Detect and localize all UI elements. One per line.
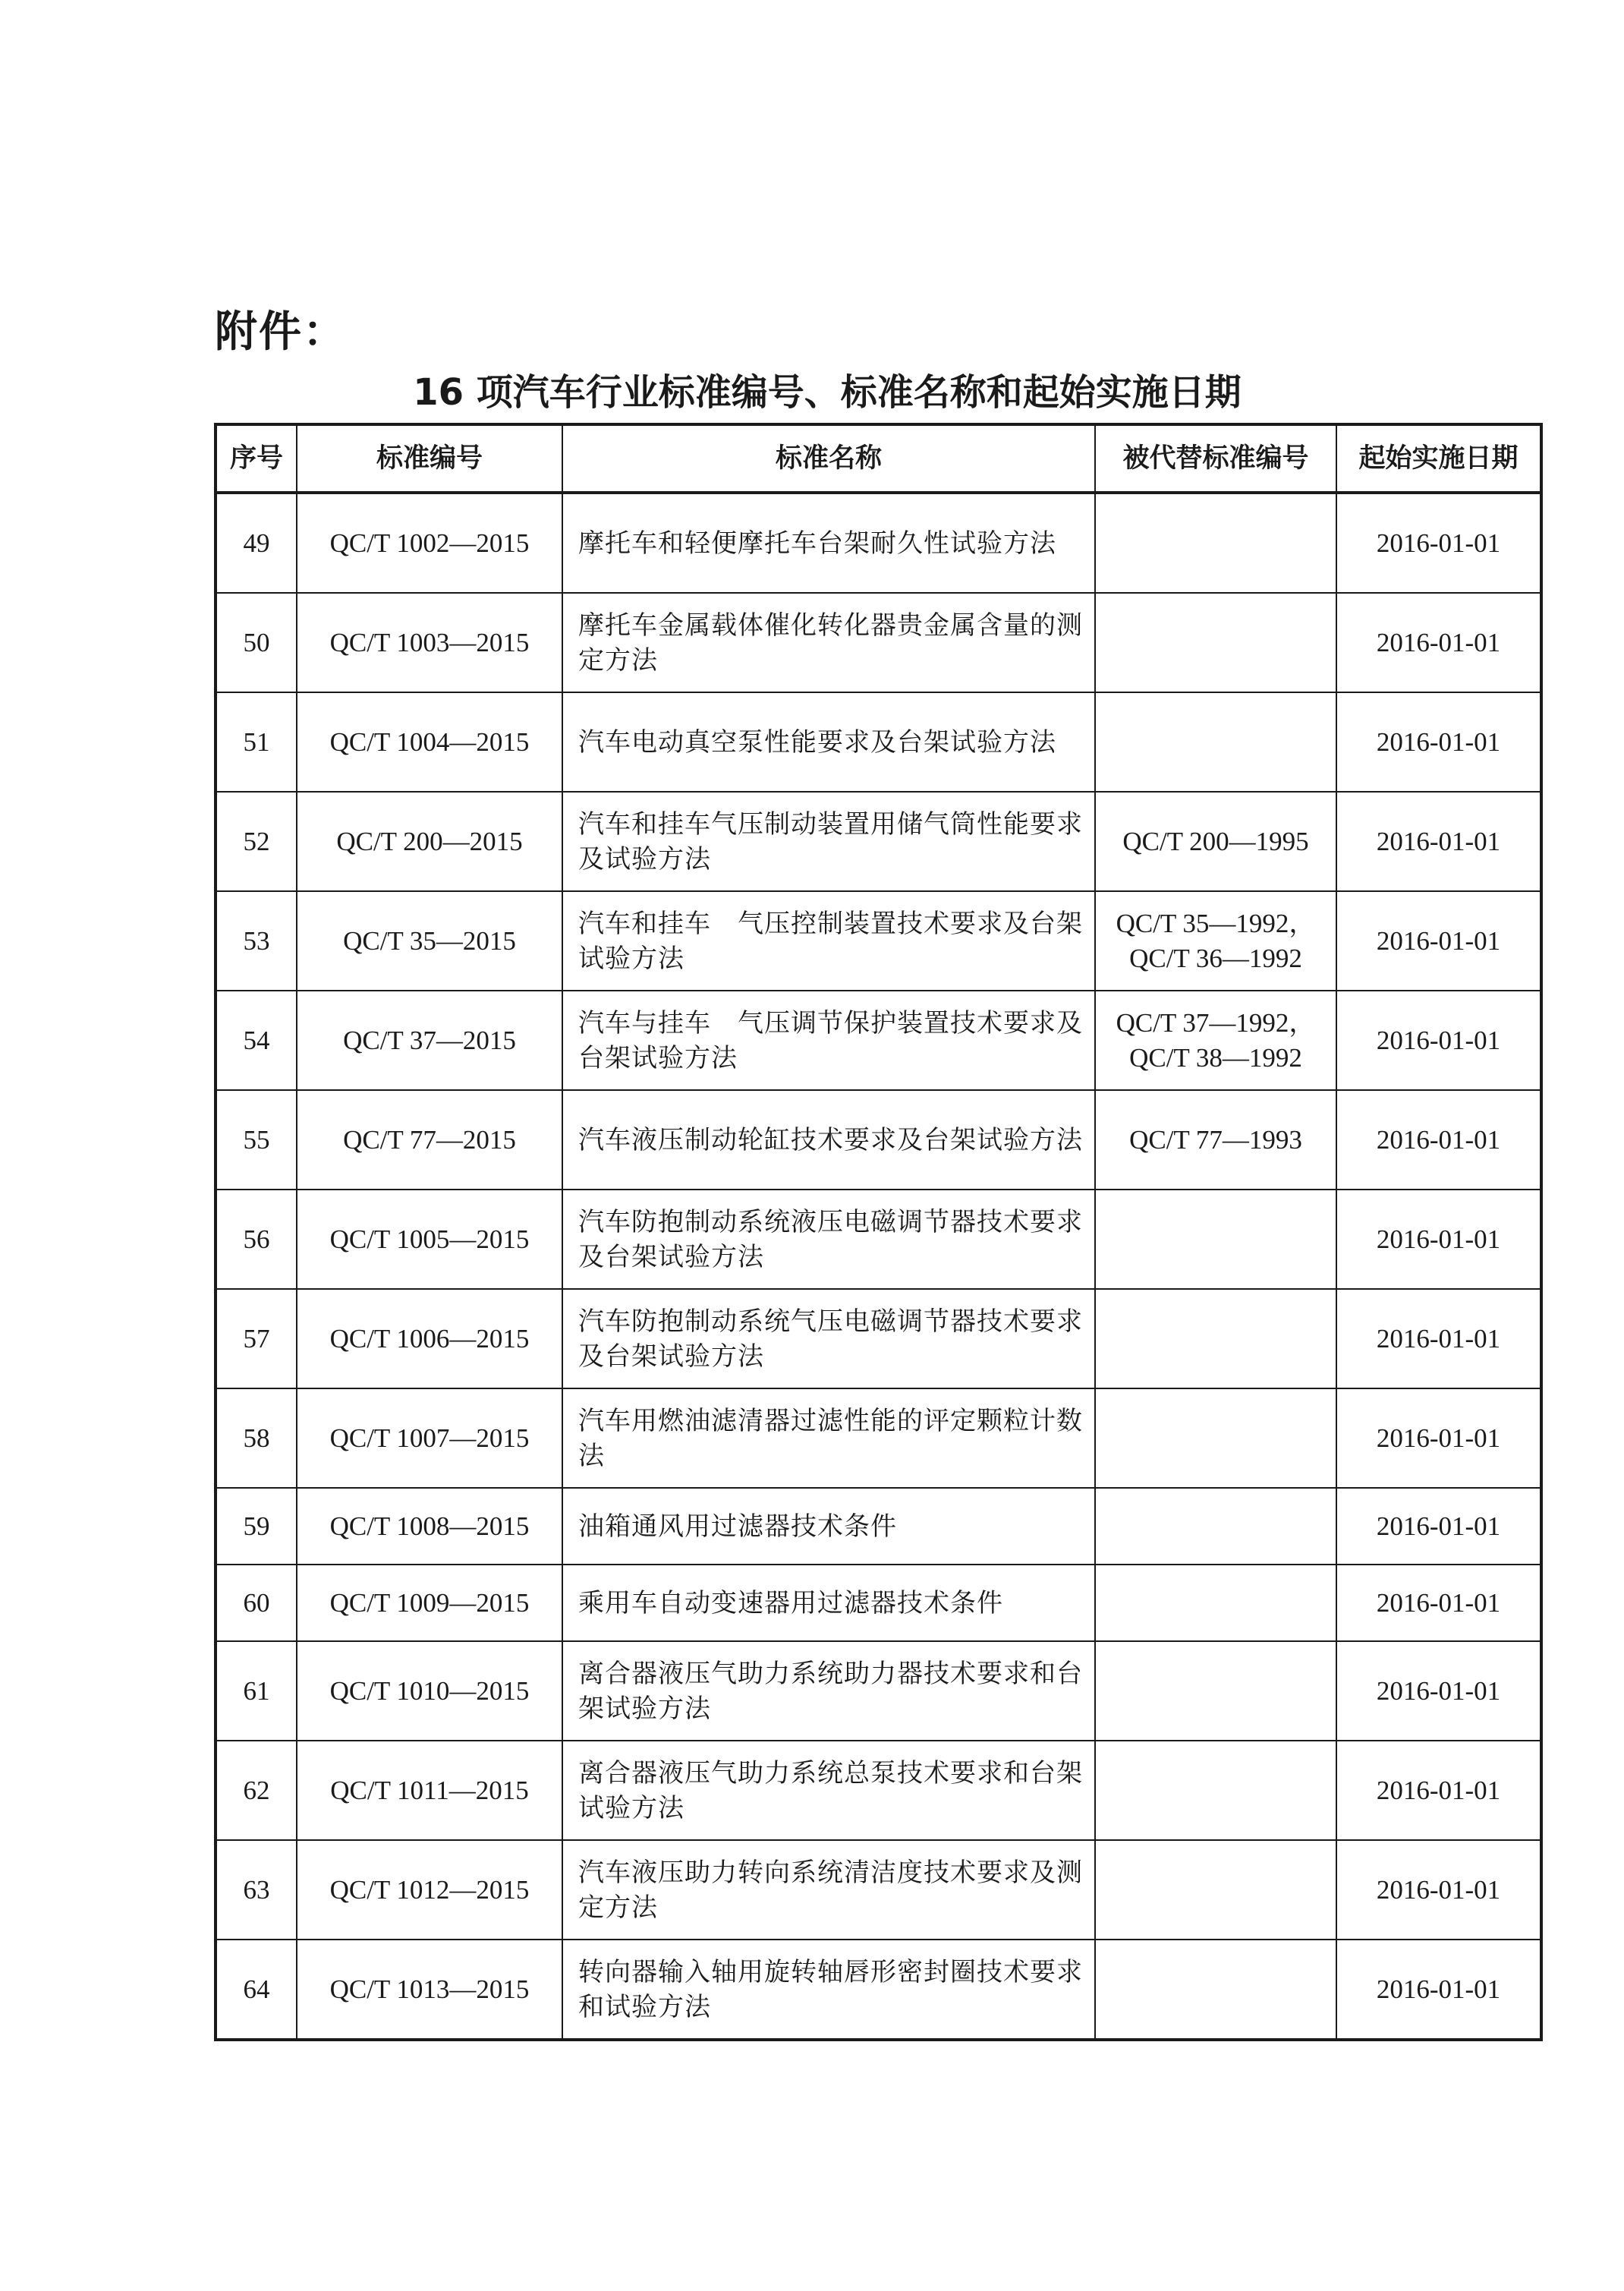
standard-code: QC/T 1006—2015: [297, 1289, 562, 1388]
replaced-standard: [1095, 792, 1336, 891]
standard-code: QC/T 1005—2015: [297, 1190, 562, 1289]
effective-date: 2016-01-01: [1336, 1741, 1541, 1840]
row-number: 54: [216, 991, 297, 1090]
table-row: [216, 593, 1541, 692]
replaced-code: QC/T 36—1992: [1129, 943, 1302, 973]
effective-date: 2016-01-01: [1336, 1190, 1541, 1289]
effective-date: 2016-01-01: [1336, 1289, 1541, 1388]
standard-name: 汽车电动真空泵性能要求及台架试验方法: [562, 692, 1095, 792]
standard-name: 汽车防抱制动系统液压电磁调节器技术要求及台架试验方法: [562, 1190, 1095, 1289]
standard-name: 油箱通风用过滤器技术条件: [562, 1488, 1095, 1565]
standards-table: [214, 423, 1543, 2041]
replaced-standard: [1095, 991, 1336, 1090]
col-header-num: 序号: [216, 424, 297, 493]
attachment-label: 附件：: [215, 307, 347, 357]
standard-code: QC/T 35—2015: [297, 891, 562, 991]
replaced-standard: [1095, 1289, 1336, 1388]
replaced-standard: [1095, 1090, 1336, 1190]
standard-name: 离合器液压气助力系统助力器技术要求和台架试验方法: [562, 1641, 1095, 1741]
table-header-row: [216, 424, 1541, 493]
table-row: [216, 1840, 1541, 1940]
table-row: [216, 891, 1541, 991]
standard-code: QC/T 1010—2015: [297, 1641, 562, 1741]
table-row: [216, 1090, 1541, 1190]
replaced-standard: [1095, 593, 1336, 692]
table-row: [216, 1388, 1541, 1488]
replaced-code: QC/T 77—1993: [1129, 1124, 1302, 1155]
standard-code: QC/T 1003—2015: [297, 593, 562, 692]
standard-code: QC/T 1002—2015: [297, 493, 562, 593]
row-number: 53: [216, 891, 297, 991]
replaced-standard: [1095, 1565, 1336, 1641]
row-number: 60: [216, 1565, 297, 1641]
effective-date: 2016-01-01: [1336, 1090, 1541, 1190]
standard-code: QC/T 1012—2015: [297, 1840, 562, 1940]
row-number: 51: [216, 692, 297, 792]
effective-date: 2016-01-01: [1336, 1840, 1541, 1940]
replaced-code: QC/T 37—1992，: [1116, 1007, 1316, 1038]
standard-name: 离合器液压气助力系统总泵技术要求和台架试验方法: [562, 1741, 1095, 1840]
row-number: 57: [216, 1289, 297, 1388]
effective-date: 2016-01-01: [1336, 1388, 1541, 1488]
replaced-code: QC/T 200—1995: [1122, 826, 1309, 856]
effective-date: 2016-01-01: [1336, 1565, 1541, 1641]
replaced-code: QC/T 35—1992，: [1116, 908, 1316, 938]
row-number: 49: [216, 493, 297, 593]
replaced-standard: [1095, 1840, 1336, 1940]
effective-date: 2016-01-01: [1336, 792, 1541, 891]
table-row: [216, 1940, 1541, 2040]
row-number: 64: [216, 1940, 297, 2040]
standard-name: 汽车液压制动轮缸技术要求及台架试验方法: [562, 1090, 1095, 1190]
standard-code: QC/T 1009—2015: [297, 1565, 562, 1641]
table-row: [216, 1741, 1541, 1840]
standard-name: 汽车和挂车 气压控制装置技术要求及台架试验方法: [562, 891, 1095, 991]
standard-code: QC/T 1011—2015: [297, 1741, 562, 1840]
replaced-standard: [1095, 1940, 1336, 2040]
standard-code: QC/T 1013—2015: [297, 1940, 562, 2040]
document-title: 16 项汽车行业标准编号、标准名称和起始实施日期: [413, 371, 1242, 414]
standard-name: 汽车和挂车气压制动装置用储气筒性能要求及试验方法: [562, 792, 1095, 891]
col-header-name: 标准名称: [562, 424, 1095, 493]
table-row: [216, 1565, 1541, 1641]
standard-name: 乘用车自动变速器用过滤器技术条件: [562, 1565, 1095, 1641]
replaced-standard: [1095, 493, 1336, 593]
replaced-standard: [1095, 891, 1336, 991]
replaced-standard: [1095, 1190, 1336, 1289]
standard-name: 汽车防抱制动系统气压电磁调节器技术要求及台架试验方法: [562, 1289, 1095, 1388]
standard-name: 摩托车金属载体催化转化器贵金属含量的测定方法: [562, 593, 1095, 692]
effective-date: 2016-01-01: [1336, 1641, 1541, 1741]
replaced-code: QC/T 38—1992: [1129, 1042, 1302, 1073]
replaced-standard: [1095, 1741, 1336, 1840]
standard-name: 转向器输入轴用旋转轴唇形密封圈技术要求和试验方法: [562, 1940, 1095, 2040]
replaced-standard: [1095, 692, 1336, 792]
col-header-date: 起始实施日期: [1336, 424, 1541, 493]
col-header-code: 标准编号: [297, 424, 562, 493]
effective-date: 2016-01-01: [1336, 593, 1541, 692]
standard-code: QC/T 1008—2015: [297, 1488, 562, 1565]
row-number: 61: [216, 1641, 297, 1741]
table-row: [216, 1289, 1541, 1388]
row-number: 62: [216, 1741, 297, 1840]
effective-date: 2016-01-01: [1336, 493, 1541, 593]
row-number: 63: [216, 1840, 297, 1940]
standard-code: QC/T 77—2015: [297, 1090, 562, 1190]
effective-date: 2016-01-01: [1336, 891, 1541, 991]
replaced-standard: [1095, 1641, 1336, 1741]
table-row: [216, 792, 1541, 891]
table-row: [216, 1641, 1541, 1741]
row-number: 56: [216, 1190, 297, 1289]
standard-code: QC/T 200—2015: [297, 792, 562, 891]
col-header-replaced: 被代替标准编号: [1095, 424, 1336, 493]
effective-date: 2016-01-01: [1336, 1488, 1541, 1565]
row-number: 58: [216, 1388, 297, 1488]
standard-code: QC/T 37—2015: [297, 991, 562, 1090]
standard-code: QC/T 1007—2015: [297, 1388, 562, 1488]
table-row: [216, 1488, 1541, 1565]
table-row: [216, 493, 1541, 593]
standard-name: 摩托车和轻便摩托车台架耐久性试验方法: [562, 493, 1095, 593]
row-number: 50: [216, 593, 297, 692]
table-row: [216, 692, 1541, 792]
table-body: [216, 493, 1541, 2040]
standard-name: 汽车液压助力转向系统清洁度技术要求及测定方法: [562, 1840, 1095, 1940]
row-number: 59: [216, 1488, 297, 1565]
table-row: [216, 1190, 1541, 1289]
replaced-standard: [1095, 1388, 1336, 1488]
standard-name: 汽车与挂车 气压调节保护装置技术要求及台架试验方法: [562, 991, 1095, 1090]
row-number: 55: [216, 1090, 297, 1190]
effective-date: 2016-01-01: [1336, 692, 1541, 792]
replaced-standard: [1095, 1488, 1336, 1565]
effective-date: 2016-01-01: [1336, 991, 1541, 1090]
standard-name: 汽车用燃油滤清器过滤性能的评定颗粒计数法: [562, 1388, 1095, 1488]
standard-code: QC/T 1004—2015: [297, 692, 562, 792]
row-number: 52: [216, 792, 297, 891]
table-row: [216, 991, 1541, 1090]
effective-date: 2016-01-01: [1336, 1940, 1541, 2040]
